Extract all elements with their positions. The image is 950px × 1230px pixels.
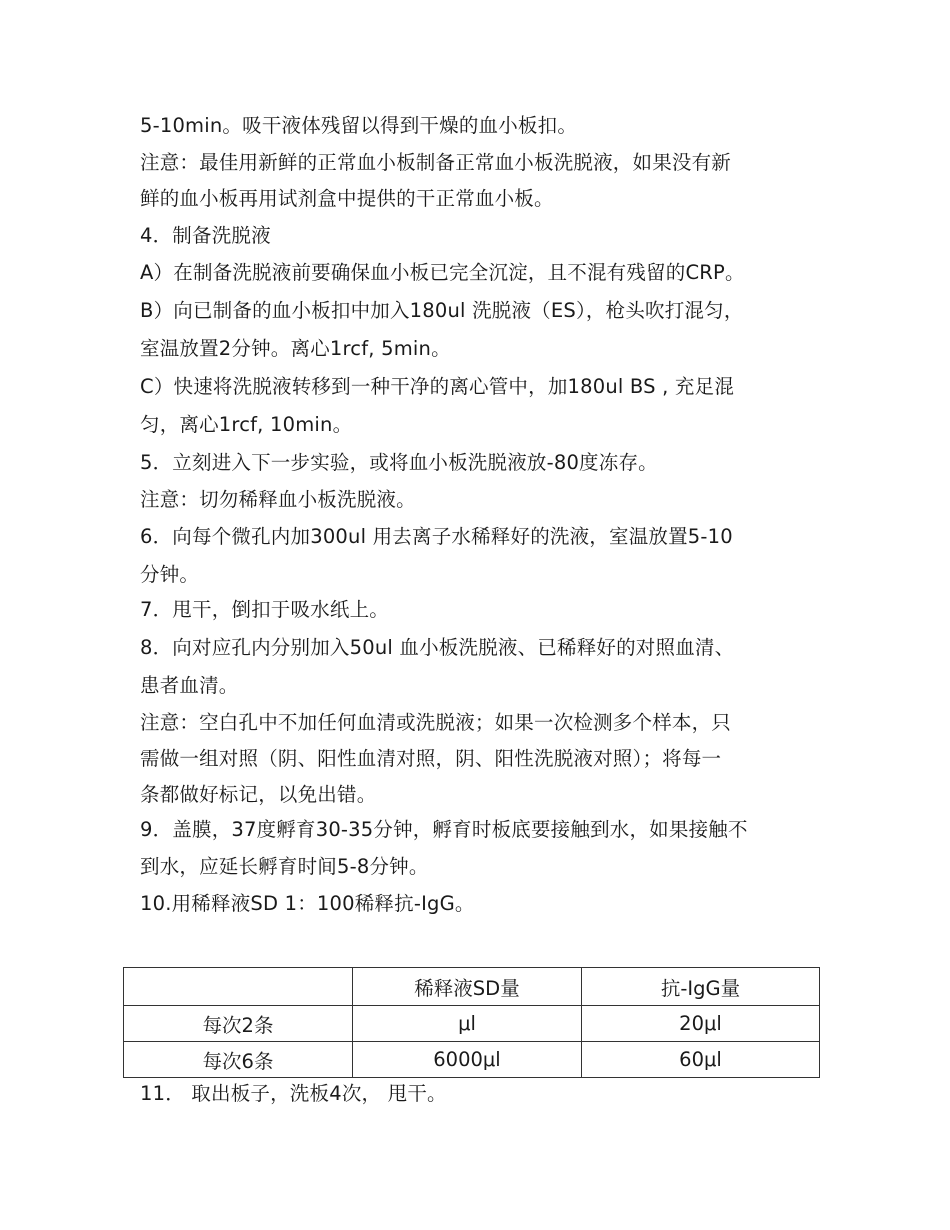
step-line: 8．向对应孔内分别加入50ul 血小板洗脱液、已稀释好的对照血清、 (140, 636, 735, 659)
step-line: 到水，应延长孵育时间5-8分钟。 (140, 855, 429, 878)
text-line: B）向已制备的血小板扣中加入180ul 洗脱液（ES），枪头吹打混匀， (140, 299, 744, 322)
table-row (124, 1006, 820, 1042)
text-line: 室温放置2分钟。离心1rcf, 5min。 (140, 337, 451, 360)
step-line: 患者血清。 (140, 674, 239, 697)
step-line: 9．盖膜，37度孵育30-35分钟，孵育时板底要接触到水，如果接触不 (140, 818, 748, 841)
step-line: 5．立刻进入下一步实验，或将血小板洗脱液放-80度冻存。 (140, 451, 658, 474)
text-line: C）快速将洗脱液转移到一种干净的离心管中，加180ul BS , 充足混 (140, 375, 735, 398)
note-line: 需做一组对照（阴、阳性血清对照，阴、阳性洗脱液对照）；将每一 (140, 747, 722, 770)
table-cell: 每次2条 (124, 1006, 353, 1042)
step-line: 7．甩干，倒扣于吸水纸上。 (140, 598, 390, 621)
table-header-cell: 抗-IgG量 (582, 968, 820, 1006)
text-line: 匀，离心1rcf, 10min。 (140, 413, 353, 436)
table-cell: 6000μl (353, 1042, 582, 1078)
step-heading: 4．制备洗脱液 (140, 224, 271, 247)
note-line: 注意：最佳用新鲜的正常血小板制备正常血小板洗脱液，如果没有新 (140, 151, 732, 174)
text-line: A）在制备洗脱液前要确保血小板已完全沉淀，且不混有残留的CRP。 (140, 261, 745, 284)
step-line: 6．向每个微孔内加300ul 用去离子水稀释好的洗液，室温放置5-10 (140, 525, 733, 548)
step-line: 10.用稀释液SD 1：100稀释抗-IgG。 (140, 892, 475, 915)
table-header-row (124, 968, 820, 1006)
note-line: 注意：切勿稀释血小板洗脱液。 (140, 488, 416, 511)
note-line: 注意：空白孔中不加任何血清或洗脱液；如果一次检测多个样本，只 (140, 711, 732, 734)
table-cell: μl (353, 1006, 582, 1042)
table-cell: 60μl (582, 1042, 820, 1078)
step-line: 11． 取出板子，洗板4次， 甩干。 (140, 1082, 447, 1105)
text-line: 5-10min。吸干液体残留以得到干燥的血小板扣。 (140, 114, 578, 137)
table-row (124, 1042, 820, 1078)
note-line: 条都做好标记，以免出错。 (140, 783, 377, 806)
table-header-cell (124, 968, 353, 1006)
step-line: 分钟。 (140, 563, 200, 586)
table-cell: 每次6条 (124, 1042, 353, 1078)
note-line: 鲜的血小板再用试剂盒中提供的干正常血小板。 (140, 187, 554, 210)
dilution-table (123, 967, 820, 1078)
table-header-cell: 稀释液SD量 (353, 968, 582, 1006)
table-cell: 20μl (582, 1006, 820, 1042)
